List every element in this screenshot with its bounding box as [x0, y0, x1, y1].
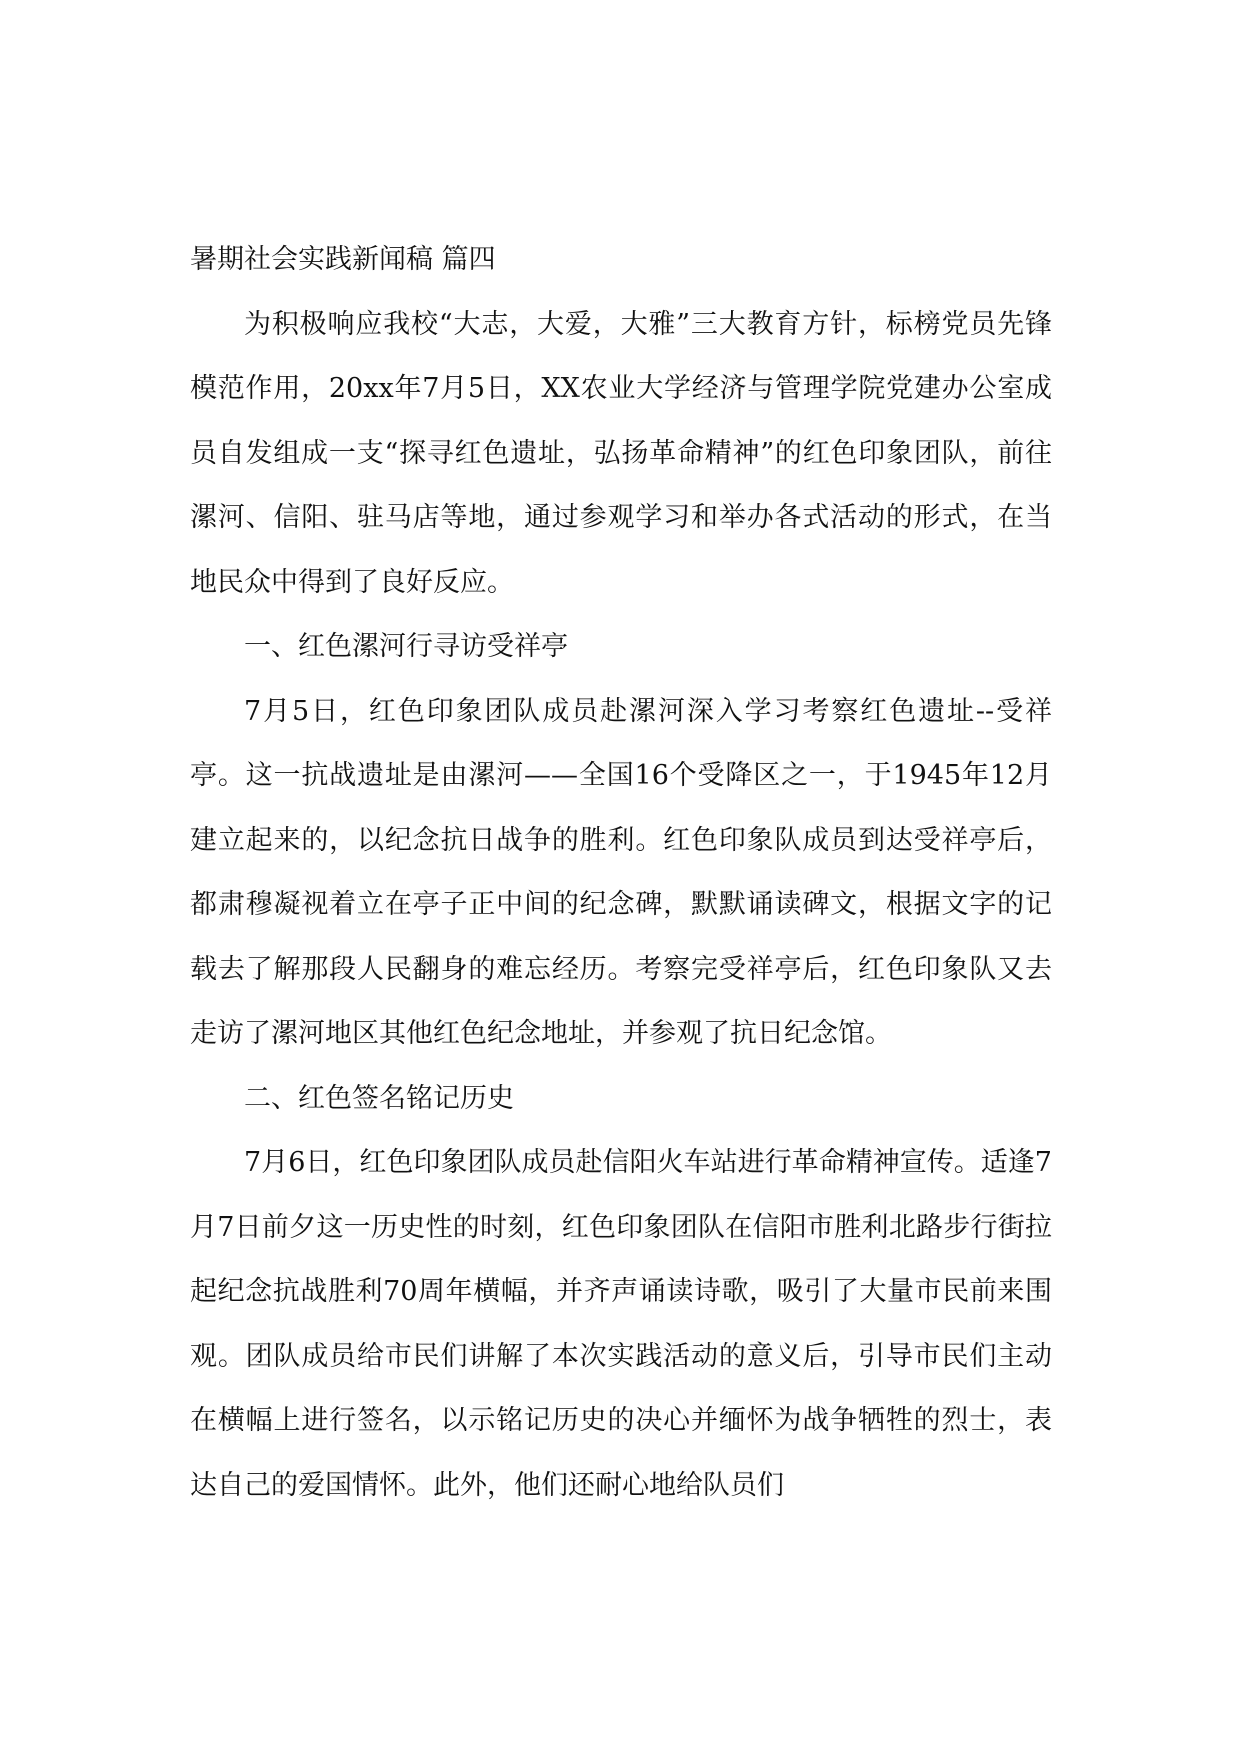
section-1-paragraph: 7月5日，红色印象团队成员赴漯河深入学习考察红色遗址--受祥亭。这一抗战遗址是由漯河——全国16个受降区之一，于1945年12月建立起来的，以纪念抗日战争的胜利。红色印象队成员到达受祥亭后，都肃穆凝视着立在亭子正中间的纪念碑，默默诵读碑文，根据文字的记载去了解那段人民翻身的难忘经历。考察完受祥亭后，红色印象队又去走访了漯河地区其他红色纪念地址，并参观了抗日纪念馆。 [190, 695, 1052, 1049]
section-heading-1: 一、红色漯河行寻访受祥亭 [244, 631, 568, 662]
section-heading-2: 二、红色签名铭记历史 [244, 1082, 514, 1114]
document-body [190, 228, 1052, 1518]
intro-paragraph: 为积极响应我校“大志，大爱，大雅”三大教育方针，标榜党员先锋模范作用，20xx年7月5日，XX农业大学经济与管理学院党建办公室成员自发组成一支“探寻红色遗址，弘扬革命精神”的红色印象团队，前往漯河、信阳、驻马店等地，通过参观学习和举办各式活动的形式，在当地民众中得到了良好反应。 [190, 308, 1052, 598]
section-2-paragraph: 7月6日，红色印象团队成员赴信阳火车站进行革命精神宣传。适逢7月7日前夕这一历史性的时刻，红色印象团队在信阳市胜利北路步行街拉起纪念抗战胜利70周年横幅，并齐声诵读诗歌，吸引了大量市民前来围观。团队成员给市民们讲解了本次实践活动的意义后，引导市民们主动在横幅上进行签名，以示铭记历史的决心并缅怀为战争牺牲的烈士，表达自己的爱国情怀。此外，他们还耐心地给队员们 [190, 1147, 1052, 1501]
document-title: 暑期社会实践新闻稿 篇四 [190, 244, 496, 275]
